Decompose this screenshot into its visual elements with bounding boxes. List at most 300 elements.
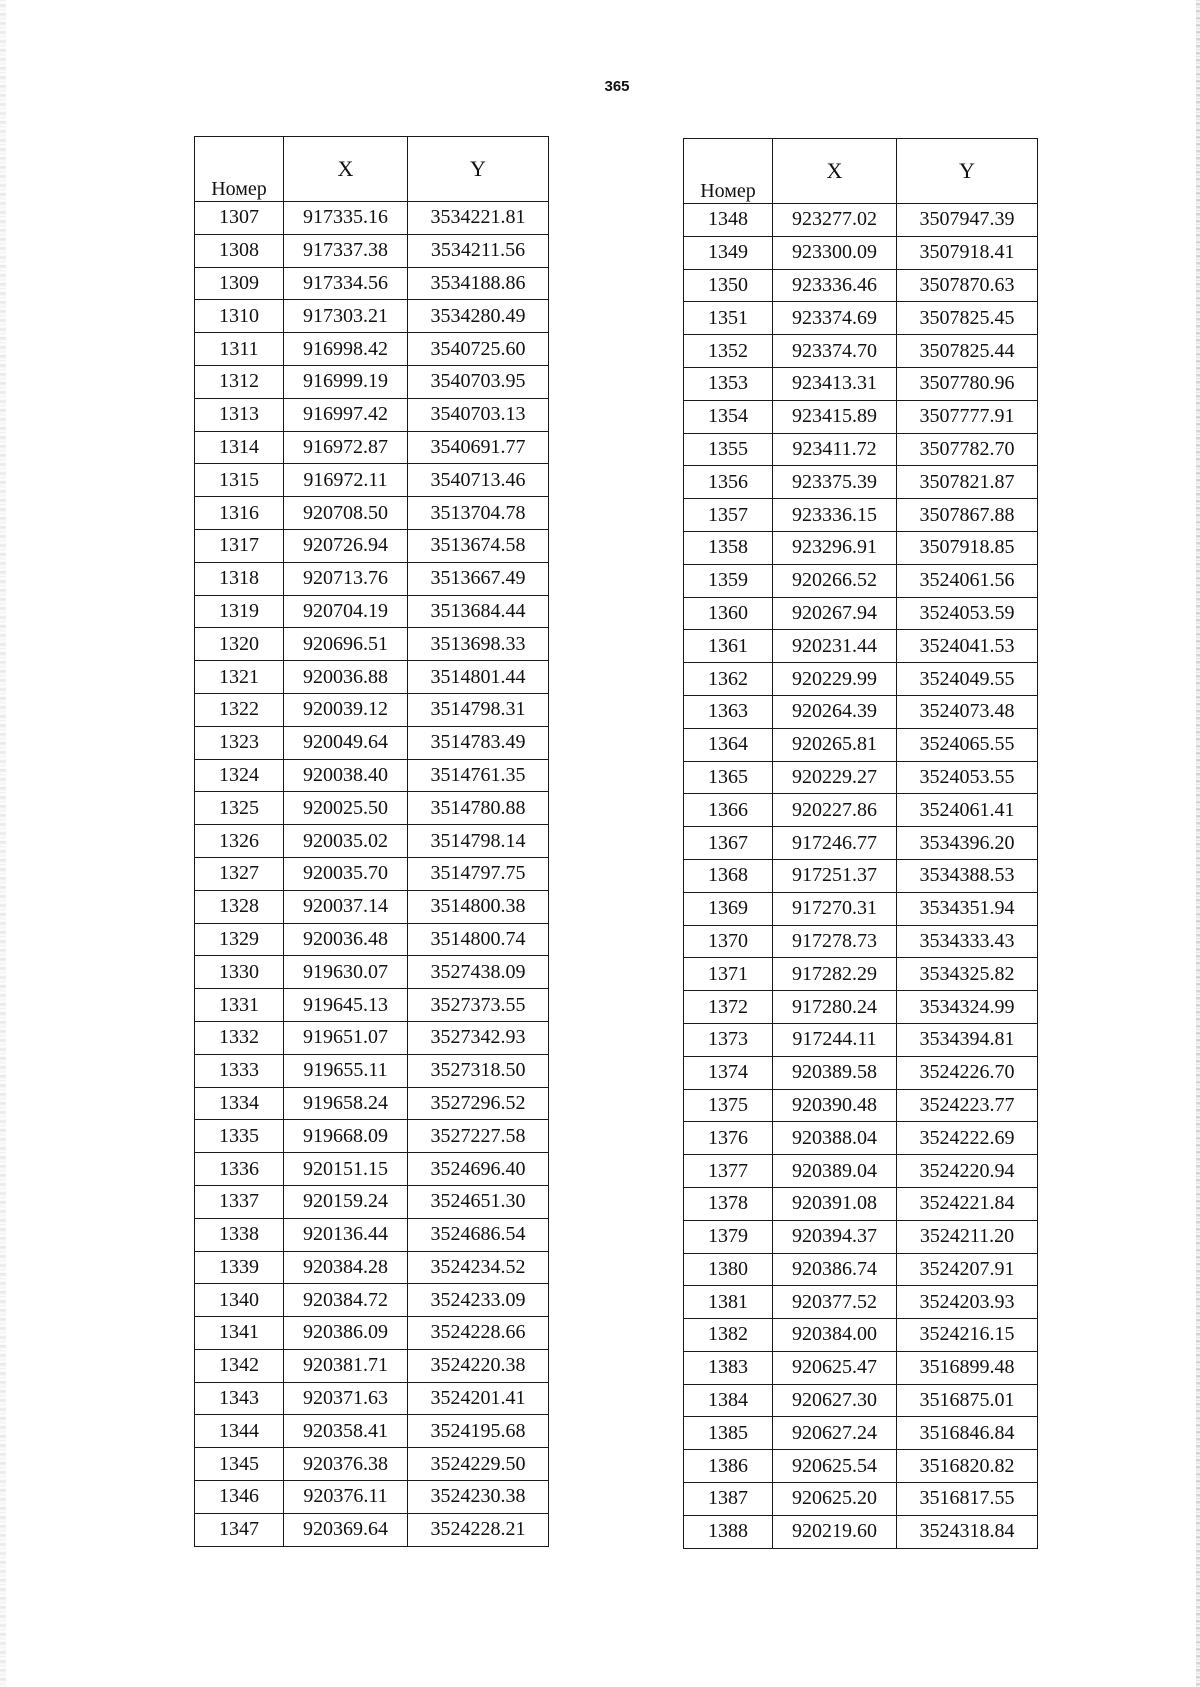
cell-number: 1344 xyxy=(195,1415,284,1448)
table-row xyxy=(684,794,1038,827)
cell-y: 3524223.77 xyxy=(897,1089,1038,1122)
cell-number: 1339 xyxy=(195,1251,284,1284)
cell-x: 920229.27 xyxy=(773,761,897,794)
table-row xyxy=(684,1319,1038,1352)
cell-x: 920625.54 xyxy=(773,1450,897,1483)
cell-x: 923374.69 xyxy=(773,302,897,335)
cell-x: 920038.40 xyxy=(284,759,408,792)
cell-y: 3507870.63 xyxy=(897,269,1038,302)
cell-y: 3524061.41 xyxy=(897,794,1038,827)
cell-y: 3507782.70 xyxy=(897,433,1038,466)
table-row xyxy=(684,1220,1038,1253)
cell-x: 923336.46 xyxy=(773,269,897,302)
table-row xyxy=(684,1450,1038,1483)
table-row xyxy=(195,1021,549,1054)
table-row xyxy=(684,1286,1038,1319)
header-number: Номер xyxy=(684,139,773,204)
cell-y: 3516899.48 xyxy=(897,1351,1038,1384)
cell-number: 1384 xyxy=(684,1384,773,1417)
cell-x: 916999.19 xyxy=(284,365,408,398)
cell-y: 3524053.59 xyxy=(897,597,1038,630)
cell-x: 916997.42 xyxy=(284,398,408,431)
cell-number: 1335 xyxy=(195,1120,284,1153)
cell-y: 3524049.55 xyxy=(897,663,1038,696)
cell-x: 920035.70 xyxy=(284,857,408,890)
cell-y: 3524065.55 xyxy=(897,728,1038,761)
cell-x: 920704.19 xyxy=(284,595,408,628)
table-header-row xyxy=(684,139,1038,204)
header-x: X xyxy=(773,139,897,204)
table-row xyxy=(195,857,549,890)
cell-y: 3524073.48 xyxy=(897,695,1038,728)
cell-y: 3514783.49 xyxy=(408,726,549,759)
cell-number: 1363 xyxy=(684,695,773,728)
table-row xyxy=(684,1187,1038,1220)
cell-y: 3524234.52 xyxy=(408,1251,549,1284)
cell-x: 920231.44 xyxy=(773,630,897,663)
table-row xyxy=(195,398,549,431)
table-row xyxy=(195,431,549,464)
cell-x: 917244.11 xyxy=(773,1023,897,1056)
coordinates-table-right xyxy=(683,138,1038,1549)
cell-x: 919645.13 xyxy=(284,989,408,1022)
cell-y: 3513667.49 xyxy=(408,562,549,595)
cell-x: 920151.15 xyxy=(284,1153,408,1186)
cell-x: 920219.60 xyxy=(773,1515,897,1548)
cell-x: 917270.31 xyxy=(773,892,897,925)
cell-number: 1350 xyxy=(684,269,773,302)
cell-number: 1387 xyxy=(684,1483,773,1516)
cell-y: 3516817.55 xyxy=(897,1483,1038,1516)
table-row xyxy=(684,761,1038,794)
scan-edge-right xyxy=(1196,0,1200,1687)
header-y: Y xyxy=(408,137,549,202)
cell-x: 920394.37 xyxy=(773,1220,897,1253)
table-header-row xyxy=(195,137,549,202)
table-row xyxy=(195,956,549,989)
cell-y: 3507777.91 xyxy=(897,400,1038,433)
cell-y: 3534211.56 xyxy=(408,234,549,267)
cell-y: 3534333.43 xyxy=(897,925,1038,958)
cell-y: 3507918.41 xyxy=(897,236,1038,269)
table-row xyxy=(684,499,1038,532)
cell-number: 1346 xyxy=(195,1481,284,1514)
cell-y: 3524195.68 xyxy=(408,1415,549,1448)
table-row xyxy=(195,1120,549,1153)
cell-x: 920390.48 xyxy=(773,1089,897,1122)
table-row xyxy=(684,367,1038,400)
cell-number: 1356 xyxy=(684,466,773,499)
cell-number: 1328 xyxy=(195,890,284,923)
cell-x: 920036.88 xyxy=(284,661,408,694)
cell-number: 1357 xyxy=(684,499,773,532)
cell-y: 3507825.45 xyxy=(897,302,1038,335)
table-row xyxy=(195,529,549,562)
cell-y: 3527373.55 xyxy=(408,989,549,1022)
cell-number: 1379 xyxy=(684,1220,773,1253)
cell-y: 3514801.44 xyxy=(408,661,549,694)
cell-number: 1317 xyxy=(195,529,284,562)
cell-y: 3524053.55 xyxy=(897,761,1038,794)
cell-number: 1352 xyxy=(684,335,773,368)
cell-number: 1332 xyxy=(195,1021,284,1054)
cell-number: 1382 xyxy=(684,1319,773,1352)
cell-x: 920227.86 xyxy=(773,794,897,827)
cell-number: 1326 xyxy=(195,825,284,858)
table-row xyxy=(684,1056,1038,1089)
cell-x: 920713.76 xyxy=(284,562,408,595)
header-number: Номер xyxy=(195,137,284,202)
cell-number: 1370 xyxy=(684,925,773,958)
cell-number: 1341 xyxy=(195,1317,284,1350)
cell-x: 920389.04 xyxy=(773,1155,897,1188)
table-row xyxy=(684,236,1038,269)
table-row xyxy=(195,661,549,694)
cell-x: 920384.28 xyxy=(284,1251,408,1284)
cell-y: 3534396.20 xyxy=(897,827,1038,860)
table-row xyxy=(195,1087,549,1120)
table-body-right xyxy=(684,204,1038,1549)
table-row xyxy=(195,1448,549,1481)
table-row xyxy=(195,234,549,267)
cell-y: 3513704.78 xyxy=(408,497,549,530)
cell-y: 3516846.84 xyxy=(897,1417,1038,1450)
cell-number: 1322 xyxy=(195,693,284,726)
cell-x: 917246.77 xyxy=(773,827,897,860)
table-row xyxy=(684,204,1038,237)
table-row xyxy=(684,597,1038,630)
cell-x: 920627.30 xyxy=(773,1384,897,1417)
table-row xyxy=(684,892,1038,925)
table-row xyxy=(684,630,1038,663)
cell-y: 3534351.94 xyxy=(897,892,1038,925)
cell-x: 917251.37 xyxy=(773,859,897,892)
cell-y: 3507867.88 xyxy=(897,499,1038,532)
cell-x: 920376.38 xyxy=(284,1448,408,1481)
cell-x: 920696.51 xyxy=(284,628,408,661)
cell-y: 3507947.39 xyxy=(897,204,1038,237)
cell-number: 1367 xyxy=(684,827,773,860)
cell-y: 3524233.09 xyxy=(408,1284,549,1317)
table-row xyxy=(195,890,549,923)
cell-number: 1324 xyxy=(195,759,284,792)
table-row xyxy=(195,825,549,858)
header-x: X xyxy=(284,137,408,202)
header-y: Y xyxy=(897,139,1038,204)
table-row xyxy=(195,333,549,366)
cell-x: 917278.73 xyxy=(773,925,897,958)
cell-y: 3524041.53 xyxy=(897,630,1038,663)
cell-number: 1351 xyxy=(684,302,773,335)
cell-x: 920035.02 xyxy=(284,825,408,858)
cell-x: 920726.94 xyxy=(284,529,408,562)
table-row xyxy=(195,628,549,661)
table-row xyxy=(195,1218,549,1251)
cell-y: 3524230.38 xyxy=(408,1481,549,1514)
table-row xyxy=(684,991,1038,1024)
cell-x: 923374.70 xyxy=(773,335,897,368)
cell-y: 3513698.33 xyxy=(408,628,549,661)
cell-x: 923296.91 xyxy=(773,531,897,564)
cell-number: 1354 xyxy=(684,400,773,433)
cell-number: 1345 xyxy=(195,1448,284,1481)
cell-x: 919630.07 xyxy=(284,956,408,989)
cell-number: 1358 xyxy=(684,531,773,564)
cell-x: 920266.52 xyxy=(773,564,897,597)
table-row xyxy=(684,1155,1038,1188)
table-row xyxy=(684,663,1038,696)
cell-y: 3527227.58 xyxy=(408,1120,549,1153)
cell-y: 3514780.88 xyxy=(408,792,549,825)
cell-number: 1338 xyxy=(195,1218,284,1251)
cell-y: 3516875.01 xyxy=(897,1384,1038,1417)
cell-y: 3534394.81 xyxy=(897,1023,1038,1056)
table-row xyxy=(195,365,549,398)
cell-y: 3514797.75 xyxy=(408,857,549,890)
table-row xyxy=(684,564,1038,597)
table-row xyxy=(684,1483,1038,1516)
table-row xyxy=(195,1153,549,1186)
cell-y: 3514800.38 xyxy=(408,890,549,923)
table-row xyxy=(195,1382,549,1415)
cell-x: 916998.42 xyxy=(284,333,408,366)
cell-x: 917303.21 xyxy=(284,300,408,333)
cell-number: 1368 xyxy=(684,859,773,892)
cell-number: 1378 xyxy=(684,1187,773,1220)
cell-x: 920625.47 xyxy=(773,1351,897,1384)
cell-number: 1376 xyxy=(684,1122,773,1155)
table-row xyxy=(195,1185,549,1218)
cell-number: 1331 xyxy=(195,989,284,1022)
cell-y: 3534221.81 xyxy=(408,202,549,235)
cell-y: 3507821.87 xyxy=(897,466,1038,499)
cell-number: 1319 xyxy=(195,595,284,628)
table-row xyxy=(195,1481,549,1514)
cell-y: 3524061.56 xyxy=(897,564,1038,597)
table-row xyxy=(684,728,1038,761)
table-row xyxy=(195,562,549,595)
cell-number: 1315 xyxy=(195,464,284,497)
cell-number: 1348 xyxy=(684,204,773,237)
table-row xyxy=(195,759,549,792)
cell-x: 920627.24 xyxy=(773,1417,897,1450)
table-row xyxy=(684,925,1038,958)
page-number: 365 xyxy=(604,78,630,95)
cell-x: 920377.52 xyxy=(773,1286,897,1319)
cell-y: 3540713.46 xyxy=(408,464,549,497)
cell-y: 3527438.09 xyxy=(408,956,549,989)
table-row xyxy=(684,1384,1038,1417)
cell-x: 917280.24 xyxy=(773,991,897,1024)
cell-x: 920381.71 xyxy=(284,1349,408,1382)
cell-number: 1360 xyxy=(684,597,773,630)
cell-x: 920039.12 xyxy=(284,693,408,726)
cell-number: 1321 xyxy=(195,661,284,694)
cell-number: 1377 xyxy=(684,1155,773,1188)
cell-y: 3514800.74 xyxy=(408,923,549,956)
cell-y: 3524686.54 xyxy=(408,1218,549,1251)
cell-y: 3514761.35 xyxy=(408,759,549,792)
table-row xyxy=(684,827,1038,860)
cell-number: 1314 xyxy=(195,431,284,464)
cell-number: 1353 xyxy=(684,367,773,400)
table-row xyxy=(195,1317,549,1350)
cell-y: 3514798.31 xyxy=(408,693,549,726)
cell-number: 1372 xyxy=(684,991,773,1024)
cell-number: 1388 xyxy=(684,1515,773,1548)
cell-x: 923411.72 xyxy=(773,433,897,466)
cell-number: 1320 xyxy=(195,628,284,661)
table-row xyxy=(195,1251,549,1284)
cell-x: 920625.20 xyxy=(773,1483,897,1516)
cell-x: 917335.16 xyxy=(284,202,408,235)
table-row xyxy=(684,531,1038,564)
cell-x: 920376.11 xyxy=(284,1481,408,1514)
table-row xyxy=(195,1349,549,1382)
coordinates-table-left xyxy=(194,136,549,1547)
cell-x: 920358.41 xyxy=(284,1415,408,1448)
cell-number: 1327 xyxy=(195,857,284,890)
cell-y: 3513674.58 xyxy=(408,529,549,562)
table-row xyxy=(195,497,549,530)
table-row xyxy=(684,433,1038,466)
table-row xyxy=(684,695,1038,728)
cell-x: 920708.50 xyxy=(284,497,408,530)
cell-y: 3507918.85 xyxy=(897,531,1038,564)
cell-y: 3524696.40 xyxy=(408,1153,549,1186)
table-row xyxy=(684,400,1038,433)
cell-y: 3524226.70 xyxy=(897,1056,1038,1089)
cell-y: 3516820.82 xyxy=(897,1450,1038,1483)
cell-number: 1336 xyxy=(195,1153,284,1186)
cell-y: 3524201.41 xyxy=(408,1382,549,1415)
cell-y: 3534325.82 xyxy=(897,958,1038,991)
cell-number: 1310 xyxy=(195,300,284,333)
cell-x: 920267.94 xyxy=(773,597,897,630)
cell-number: 1308 xyxy=(195,234,284,267)
table-row xyxy=(684,1417,1038,1450)
cell-y: 3524216.15 xyxy=(897,1319,1038,1352)
cell-number: 1340 xyxy=(195,1284,284,1317)
cell-x: 916972.87 xyxy=(284,431,408,464)
cell-number: 1381 xyxy=(684,1286,773,1319)
cell-number: 1366 xyxy=(684,794,773,827)
cell-x: 923277.02 xyxy=(773,204,897,237)
cell-y: 3507825.44 xyxy=(897,335,1038,368)
table-row xyxy=(684,1515,1038,1548)
cell-number: 1318 xyxy=(195,562,284,595)
cell-x: 919655.11 xyxy=(284,1054,408,1087)
cell-x: 917282.29 xyxy=(773,958,897,991)
cell-y: 3524228.66 xyxy=(408,1317,549,1350)
cell-number: 1329 xyxy=(195,923,284,956)
table-row xyxy=(684,859,1038,892)
cell-x: 920386.09 xyxy=(284,1317,408,1350)
cell-y: 3524220.38 xyxy=(408,1349,549,1382)
cell-number: 1349 xyxy=(684,236,773,269)
cell-number: 1343 xyxy=(195,1382,284,1415)
cell-y: 3534188.86 xyxy=(408,267,549,300)
table-row xyxy=(195,464,549,497)
cell-number: 1309 xyxy=(195,267,284,300)
cell-number: 1362 xyxy=(684,663,773,696)
cell-number: 1375 xyxy=(684,1089,773,1122)
cell-x: 920371.63 xyxy=(284,1382,408,1415)
cell-y: 3524318.84 xyxy=(897,1515,1038,1548)
table-row xyxy=(195,726,549,759)
table-row xyxy=(195,693,549,726)
table-row xyxy=(195,267,549,300)
cell-number: 1380 xyxy=(684,1253,773,1286)
cell-y: 3524651.30 xyxy=(408,1185,549,1218)
table-row xyxy=(684,302,1038,335)
cell-y: 3534388.53 xyxy=(897,859,1038,892)
cell-y: 3540703.95 xyxy=(408,365,549,398)
cell-x: 923300.09 xyxy=(773,236,897,269)
table-row xyxy=(684,1122,1038,1155)
table-row xyxy=(195,595,549,628)
cell-number: 1312 xyxy=(195,365,284,398)
table-row xyxy=(195,1284,549,1317)
table-body-left xyxy=(195,202,549,1547)
cell-x: 919651.07 xyxy=(284,1021,408,1054)
table-row xyxy=(195,1415,549,1448)
cell-y: 3524203.93 xyxy=(897,1286,1038,1319)
cell-number: 1313 xyxy=(195,398,284,431)
table-row xyxy=(684,269,1038,302)
cell-x: 919658.24 xyxy=(284,1087,408,1120)
table-row xyxy=(684,1023,1038,1056)
cell-y: 3524207.91 xyxy=(897,1253,1038,1286)
cell-x: 920391.08 xyxy=(773,1187,897,1220)
cell-number: 1359 xyxy=(684,564,773,597)
cell-x: 920384.00 xyxy=(773,1319,897,1352)
cell-x: 920036.48 xyxy=(284,923,408,956)
cell-y: 3524222.69 xyxy=(897,1122,1038,1155)
cell-x: 919668.09 xyxy=(284,1120,408,1153)
cell-y: 3524228.21 xyxy=(408,1513,549,1546)
cell-x: 920229.99 xyxy=(773,663,897,696)
cell-number: 1307 xyxy=(195,202,284,235)
table-row xyxy=(684,1351,1038,1384)
cell-y: 3527296.52 xyxy=(408,1087,549,1120)
table-row xyxy=(684,466,1038,499)
cell-y: 3524220.94 xyxy=(897,1155,1038,1188)
cell-x: 920136.44 xyxy=(284,1218,408,1251)
cell-number: 1361 xyxy=(684,630,773,663)
cell-number: 1334 xyxy=(195,1087,284,1120)
cell-number: 1325 xyxy=(195,792,284,825)
cell-y: 3527342.93 xyxy=(408,1021,549,1054)
cell-x: 920386.74 xyxy=(773,1253,897,1286)
cell-y: 3513684.44 xyxy=(408,595,549,628)
cell-number: 1386 xyxy=(684,1450,773,1483)
cell-number: 1364 xyxy=(684,728,773,761)
cell-x: 920049.64 xyxy=(284,726,408,759)
cell-x: 923413.31 xyxy=(773,367,897,400)
cell-x: 923336.15 xyxy=(773,499,897,532)
table-row xyxy=(195,792,549,825)
cell-number: 1323 xyxy=(195,726,284,759)
cell-number: 1311 xyxy=(195,333,284,366)
cell-number: 1385 xyxy=(684,1417,773,1450)
cell-x: 916972.11 xyxy=(284,464,408,497)
cell-x: 920369.64 xyxy=(284,1513,408,1546)
cell-x: 920264.39 xyxy=(773,695,897,728)
table-row xyxy=(195,1513,549,1546)
cell-y: 3540725.60 xyxy=(408,333,549,366)
cell-x: 917337.38 xyxy=(284,234,408,267)
